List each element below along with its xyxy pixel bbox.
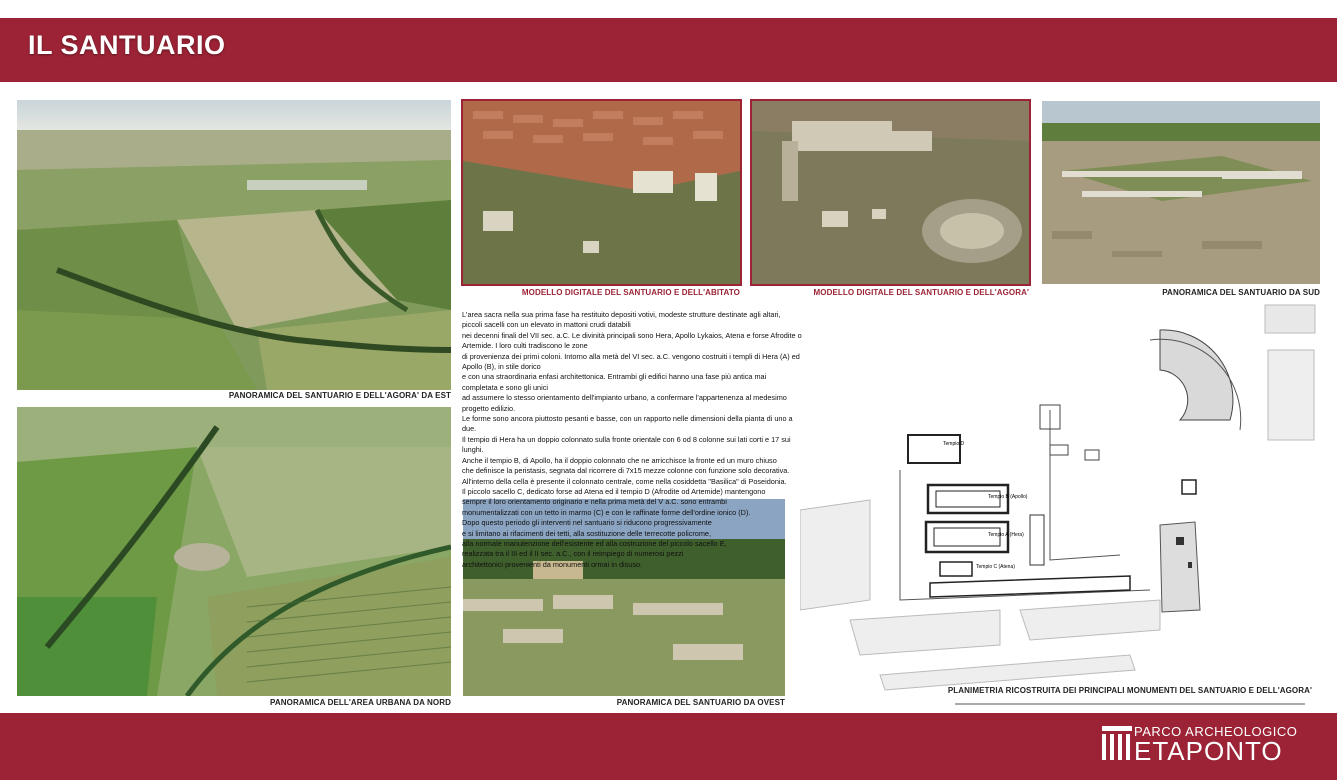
caption-panorama-south: PANORAMICA DEL SANTUARIO DA SUD <box>1162 288 1320 297</box>
body-line: Dopo questo periodo gli interventi nel santuario si riducono progressivamente <box>462 518 712 528</box>
logo-mark-icon <box>1100 724 1136 762</box>
body-line: alla normale manutenzione dell'esistente ed alla costruzione del piccolo sacello E, <box>462 538 727 548</box>
plan-drawing <box>800 300 1320 710</box>
photo-panorama-south <box>1042 101 1320 284</box>
body-line: e si limitano ai rifacimenti dei tetti, alla sostituzione delle terrecotte policrome, <box>462 528 712 538</box>
plan-label-b: Tempio B (Apollo) <box>988 494 1028 500</box>
body-line: realizzata tra il III ed il II sec. a.C., con il reimpiego di numerosi pezzi <box>462 549 684 559</box>
plan-label-d: Tempio D <box>943 441 965 447</box>
body-line: All'interno della cella è presente il colonnato centrale, come nella cosiddetta "Basilica" di Poseidonia. <box>462 476 787 486</box>
body-line: Il tempio di Hera ha un doppio colonnato sulla fronte orientale con 6 od 8 colonne sui lati corti e 17 sui lunghi. <box>462 434 791 455</box>
plan-label-c: Tempio C (Atena) <box>976 564 1015 570</box>
body-line: e con una straordinaria enfasi architettonica. Entrambi gli edifici hanno una fase più antica mai completata e sono gli unici <box>462 372 767 392</box>
body-text <box>462 310 802 570</box>
plan-label-a: Tempio A (Hera) <box>988 532 1024 538</box>
body-line: che definisce la peristasis, segnata dal ricorrere di 7x15 mezze colonne con funzione solo decorativa. <box>462 466 790 476</box>
logo-line2: ETAPONTO <box>1134 736 1283 766</box>
body-line: ad assumere lo stesso orientamento dell'impianto urbano, a confermare l'appartenenza al medesimo progetto edilizio. <box>462 393 787 413</box>
body-line: nei decenni finali del VII sec. a.C. Le divinità principali sono Hera, Apollo Lykaios, Atena e forse Afrodite o Artemide. I loro culti tradiscono le zone <box>462 330 802 351</box>
body-line: Anche il tempio B, di Apollo, ha il doppio colonnato che ne arricchisce la fronte ed un muro chiuso <box>462 455 777 465</box>
photo-panorama-east <box>17 100 451 390</box>
photo-model-abitato <box>463 101 740 284</box>
body-line: L'area sacra nella sua prima fase ha restituito depositi votivi, modeste strutture destinate agli altari, piccoli sacelli con un elevato in mattoni crudi databili <box>462 310 781 330</box>
caption-panorama-north: PANORAMICA DELL'AREA URBANA DA NORD <box>270 698 451 707</box>
body-line: architettonici provenienti da monumenti ormai in disuso. <box>462 559 643 569</box>
photo-panorama-north <box>17 407 451 696</box>
caption-panorama-west: PANORAMICA DEL SANTUARIO DA OVEST <box>616 698 785 707</box>
body-line: di provenienza dei primi coloni. Intorno alla metà del VI sec. a.C. vengono costruiti i templi di Hera (A) ed Apollo (B), in stile dorico <box>462 351 800 372</box>
body-line: monumentalizzati con un tetto in marmo (C) e con le raffinate forme dell'ordine ionico (D). <box>462 507 751 517</box>
logo-line1: PARCO ARCHEOLOGICO <box>1134 724 1298 739</box>
caption-panorama-east: PANORAMICA DEL SANTUARIO E DELL'AGORA' DA EST <box>228 391 451 400</box>
caption-plan: PLANIMETRIA RICOSTRUITA DEI PRINCIPALI MONUMENTI DEL SANTUARIO E DELL'AGORA' <box>947 686 1312 695</box>
body-line: sempre il loro orientamento originario e nella prima metà del V a.C. sono entrambi <box>462 497 727 507</box>
photo-model-agora <box>752 101 1029 284</box>
caption-model-agora: MODELLO DIGITALE DEL SANTUARIO E DELL'AGORA' <box>813 288 1029 297</box>
page-title: IL SANTUARIO <box>28 30 226 60</box>
caption-model-abitato: MODELLO DIGITALE DEL SANTUARIO E DELL'ABITATO <box>521 288 740 297</box>
body-line: Il piccolo sacello C, dedicato forse ad Atena ed il tempio D (Afrodite od Artemide) mantengono <box>462 486 766 496</box>
body-line: Le forme sono ancora piuttosto pesanti e basse, con un rapporto nelle dimensioni della pianta di uno a due. <box>462 414 793 434</box>
logo-metaponto <box>1100 722 1298 772</box>
